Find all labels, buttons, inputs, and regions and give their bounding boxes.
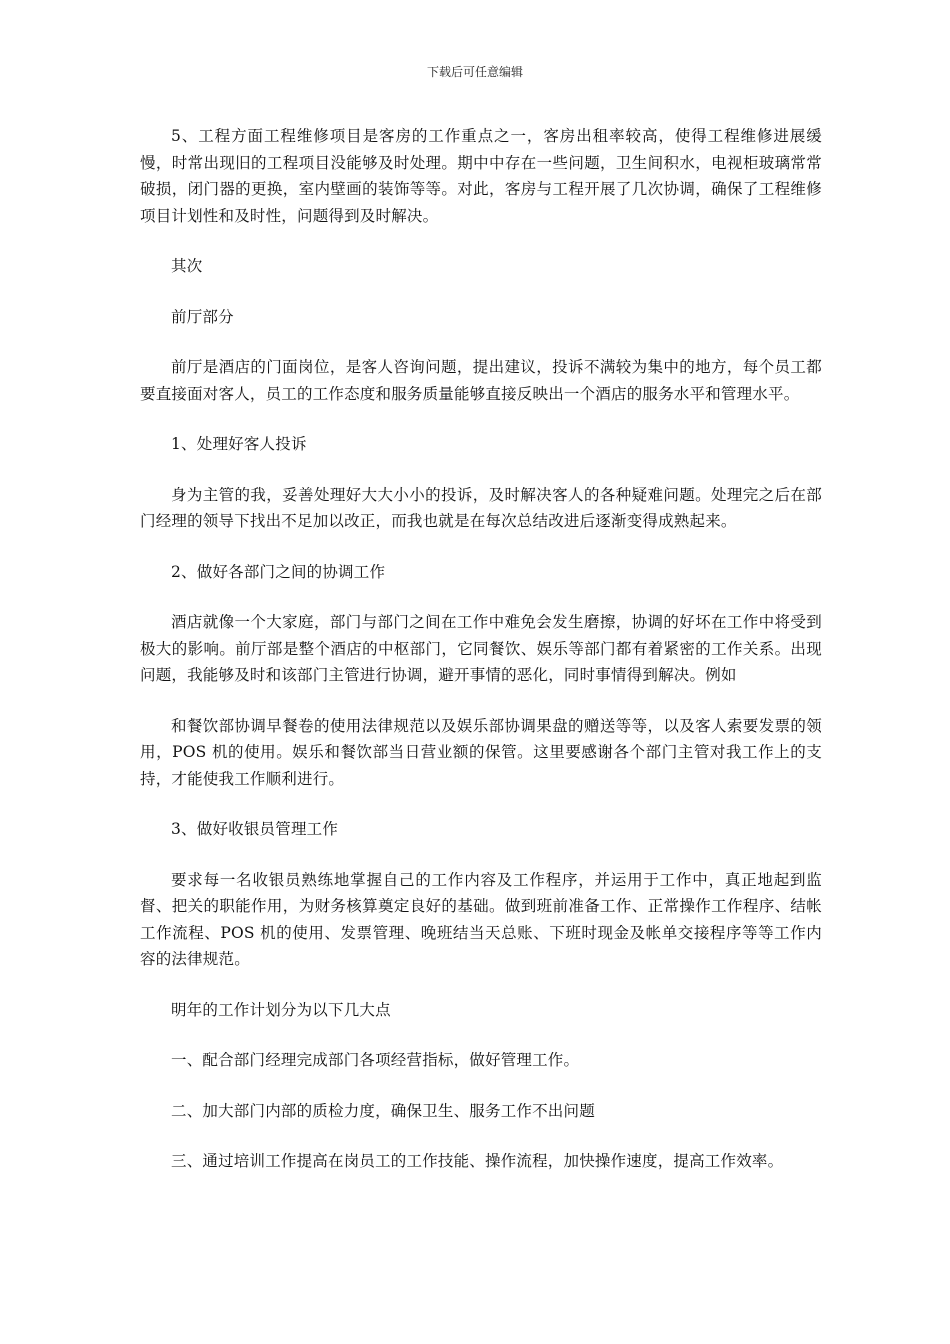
item-heading-cashier: 3、做好收银员管理工作 (171, 820, 339, 838)
paragraph-secondly: 其次 (171, 257, 203, 275)
plan-item-2: 二、加大部门内部的质检力度，确保卫生、服务工作不出问题 (171, 1101, 595, 1120)
paragraph-coordination: 酒店就像一个大家庭，部门与部门之间在工作中难免会发生磨擦，协调的好坏在工作中将受到极大的影响。前厅部是整个酒店的中枢部门，它同餐饮、娱乐等部门都有着紧密的工作关系。出现问题，我能够及时和该部门主管进行协调，避开事情的恶化，同时事情得到解决。例如 (140, 613, 822, 684)
paragraph-front-office-intro: 前厅是酒店的门面岗位，是客人咨询问题，提出建议，投诉不满较为集中的地方，每个员工都要直接面对客人，员工的工作态度和服务质量能够直接反映出一个酒店的服务水平和管理水平。 (140, 358, 822, 403)
item-heading-complaints: 1、处理好客人投诉 (171, 435, 307, 453)
page-header: 下载后可任意编辑 (426, 65, 523, 79)
section-heading-front-office: 前厅部分 (171, 307, 234, 326)
plan-item-3: 三、通过培训工作提高在岗员工的工作技能、操作流程，加快操作速度，提高工作效率。 (171, 1152, 784, 1170)
document-body (140, 123, 822, 1175)
plan-item-1: 一、配合部门经理完成部门各项经营指标，做好管理工作。 (171, 1051, 580, 1069)
paragraph-complaints: 身为主管的我，妥善处理好大大小小的投诉，及时解决客人的各种疑难问题。处理完之后在部门经理的领导下找出不足加以改正，而我也就是在每次总结改进后逐渐变得成熟起来。 (140, 485, 822, 530)
paragraph-coordination-examples: 和餐饮部协调早餐卷的使用法律规范以及娱乐部协调果盘的赠送等等，以及客人索要发票的领用，POS 机的使用。娱乐和餐饮部当日营业额的保管。这里要感谢各个部门主管对我工作上的支持，才能使我工作顺利进行。 (140, 716, 822, 788)
paragraph-cashier: 要求每一名收银员熟练地掌握自己的工作内容及工作程序，并运用于工作中，真正地起到监督、把关的职能作用，为财务核算奠定良好的基础。做到班前准备工作、正常操作工作程序、结帐工作流程、POS 机的使用、发票管理、晚班结当天总账、下班时现金及帐单交接程序等等工作内容的法律规范。 (140, 870, 822, 968)
paragraph-next-year-plan: 明年的工作计划分为以下几大点 (171, 1000, 391, 1019)
paragraph-engineering: 5、工程方面工程维修项目是客房的工作重点之一，客房出租率较高，使得工程维修进展缓慢，时常出现旧的工程项目没能够及时处理。期中中存在一些问题，卫生间积水，电视柜玻璃常常破损，闭门器的更换，室内壁画的装饰等等。对此，客房与工程开展了几次协调，确保了工程维修项目计划性和及时性，问题得到及时解决。 (140, 127, 822, 225)
item-heading-coordination: 2、做好各部门之间的协调工作 (171, 562, 386, 581)
